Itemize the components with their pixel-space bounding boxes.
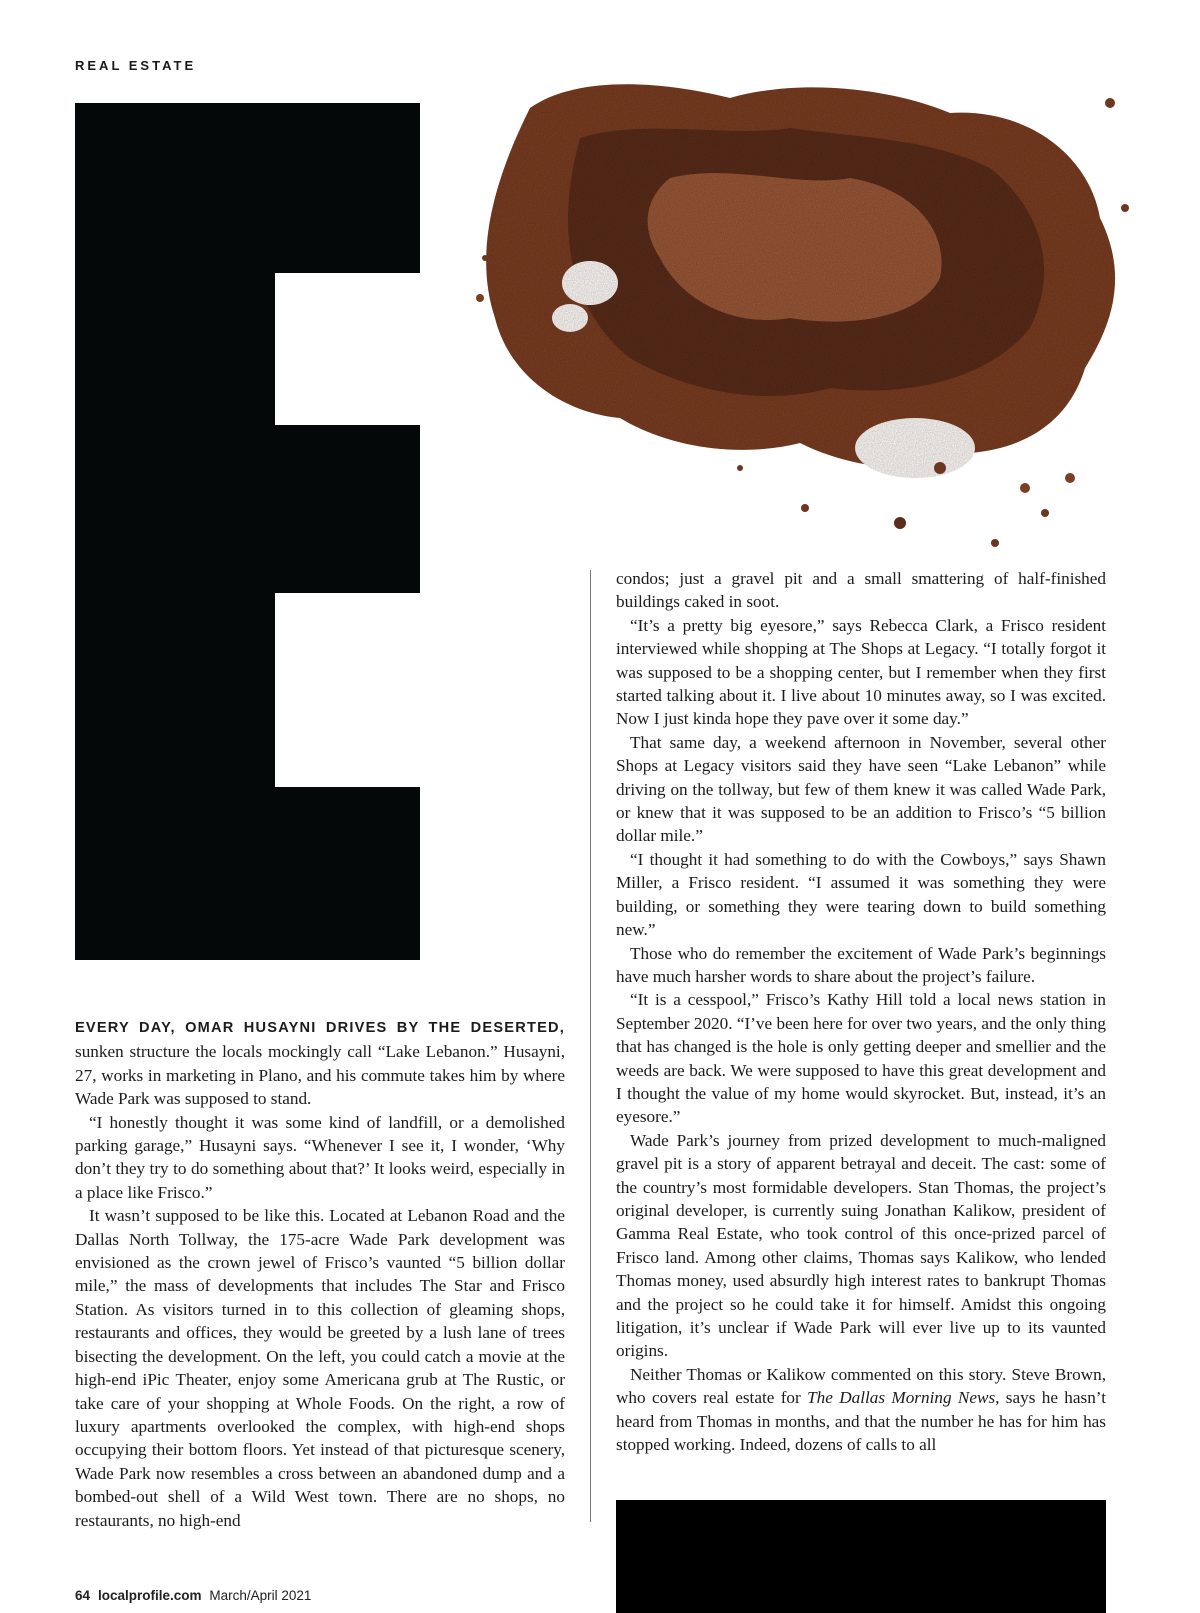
text-run: , says he hasn’t heard from Thomas in months, and that the number he has for him has stopped working. Indeed, dozens of calls to all xyxy=(616,1388,1106,1455)
article-column-left xyxy=(75,1015,565,1532)
paragraph: Those who do remember the excitement of Wade Park’s beginnings have much harsher words to share about the project’s failure. xyxy=(616,943,1106,986)
section-label: REAL ESTATE xyxy=(75,58,197,73)
paragraph: It wasn’t supposed to be like this. Located at Lebanon Road and the Dallas North Tollway, the 175-acre Wade Park development was envisioned as the crown jewel of Frisco’s vaunted “5 billion dollar mile,” the mass of developments that includes The Star and Frisco Station. As visitors turned in to this collection of gleaming shops, restaurants and offices, they would be greeted by a lush lane of trees bisecting the development. On the left, you could catch a movie at the high-end iPic Theater, enjoy some Americana grub at The Rustic, or take care of your shopping at Whole Foods. On the right, a row of luxury apartments overlooked the complex, with high-end shops occupying their bottom floors. Yet instead of that picturesque scenery, Wade Park now resembles a cross between an abandoned dump and a bombed-out shell of a Wild West town. There are no shops, no restaurants, no high-end xyxy=(75,1206,565,1530)
lead-in: EVERY DAY, OMAR HUSAYNI DRIVES BY THE DESERTED, xyxy=(75,1020,565,1036)
site-name: localprofile.com xyxy=(98,1588,202,1603)
soil-pile-image xyxy=(470,68,1140,548)
paragraph xyxy=(616,1363,1106,1457)
article-column-right xyxy=(616,567,1106,1456)
text-run: Neither Thomas or Kalikow commented on this story. Steve Brown, who covers real estate for xyxy=(616,1364,1106,1408)
page-footer xyxy=(75,1588,311,1603)
paragraph: “It is a cesspool,” Frisco’s Kathy Hill told a local news station in September 2020. “I’ve been here for over two years, and the only thing that has changed is the hole is only getting deeper and smellier and the weeds are back. We were supposed to have this great development and I thought the value of my home would skyrocket. But, instead, it’s an eyesore.” xyxy=(616,990,1106,1127)
paragraph: Wade Park’s journey from prized development to much-maligned gravel pit is a story of apparent betrayal and deceit. The cast: some of the country’s most formidable developers. Stan Thomas, the project’s original developer, is currently suing Jonathan Kalikow, president of Gamma Real Estate, who took control of this once-prized parcel of Frisco land. Among other claims, Thomas says Kalikow, who lended Thomas money, used absurdly high interest rates to bankrupt Thomas and the project so he could take it for himself. Amidst this ongoing litigation, it’s unclear if Wade Park will ever live up to its vaunted origins. xyxy=(616,1130,1106,1361)
paragraph: “I honestly thought it was some kind of landfill, or a demolished parking garage,” Husayni says. “Whenever I see it, I wonder, ‘Why don’t they try to do something about that?’ It looks weird, especially in a place like Frisco.” xyxy=(75,1112,565,1202)
publication-title: The Dallas Morning News xyxy=(807,1388,996,1408)
lead-rest: sunken structure the locals mockingly call “Lake Lebanon.” Husayni, 27, works in marketing in Plano, and his commute takes him by where Wade Park was supposed to stand. xyxy=(75,1042,565,1109)
drop-cap-e xyxy=(75,103,420,960)
paragraph: That same day, a weekend afternoon in November, several other Shops at Legacy visitors said they have seen “Lake Lebanon” while driving on the tollway, but few of them knew it was called Wade Park, or knew that it was supposed to be an addition to Frisco’s “5 billion dollar mile.” xyxy=(616,732,1106,846)
issue-date: March/April 2021 xyxy=(209,1588,312,1603)
paragraph: “I thought it had something to do with the Cowboys,” says Shawn Miller, a Frisco resident. “I assumed it was something they were building, or something they were tearing down to build something new.” xyxy=(616,849,1106,940)
paragraph: condos; just a gravel pit and a small smattering of half-finished buildings caked in soot. xyxy=(616,569,1106,612)
paragraph: “It’s a pretty big eyesore,” says Rebecca Clark, a Frisco resident interviewed while shopping at The Shops at Legacy. “I totally forgot it was supposed to be a shopping center, but I remember when they first started talking about it. I live about 10 minutes away, so I was excited. Now I just kinda hope they pave over it some day.” xyxy=(616,615,1106,729)
page-number: 64 xyxy=(75,1588,91,1603)
next-page-black-block xyxy=(616,1500,1106,1613)
column-divider xyxy=(590,570,591,1522)
lead-paragraph xyxy=(75,1015,565,1111)
